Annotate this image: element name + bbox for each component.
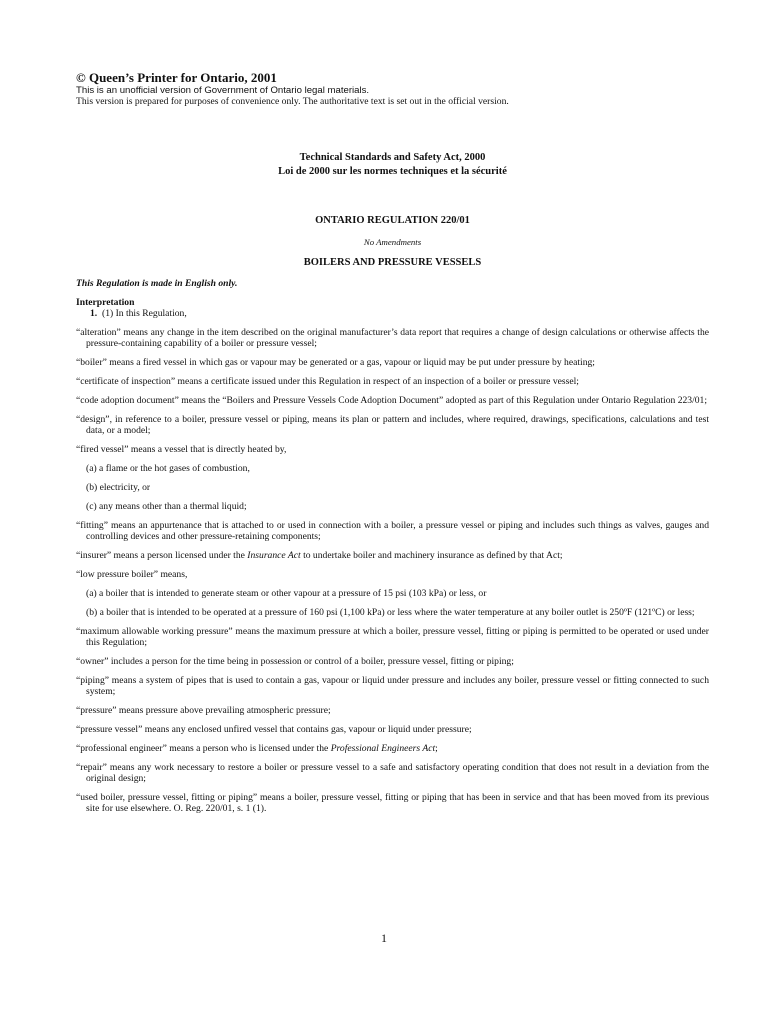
low-pressure-clause-b: (b) a boiler that is intended to be operated at a pressure of 160 psi (1,100 kPa) or less where the water temperature at any boiler outlet is 250ºF (121ºC) or less;: [86, 607, 695, 618]
definition-mawp: “maximum allowable working pressure” means the maximum pressure at which a boiler, pressure vessel, fitting or piping is permitted to be operated or used under this Regulation;: [76, 626, 709, 648]
engineer-text-end: ;: [435, 743, 438, 754]
definition-pressure-vessel: “pressure vessel” means any enclosed unfired vessel that contains gas, vapour or liquid under pressure;: [76, 724, 472, 735]
insurer-text-start: “insurer” means a person licensed under the: [76, 550, 248, 561]
section-1-intro: [76, 308, 709, 319]
definition-boiler: “boiler” means a fired vessel in which gas or vapour may be generated or a gas, vapour or liquid may be put under pressure by heating;: [76, 357, 595, 368]
definition-code-adoption: “code adoption document” means the “Boilers and Pressure Vessels Code Adoption Document” adopted as part of this Regulation under Ontario Regulation 223/01;: [76, 395, 708, 406]
section-heading: Interpretation: [76, 297, 135, 308]
low-pressure-clause-a: (a) a boiler that is intended to generate steam or other vapour at a pressure of 15 psi (103 kPa) or less, or: [86, 588, 487, 599]
section-1-text: (1) In this Regulation,: [102, 308, 187, 319]
convenience-notice: This version is prepared for purposes of convenience only. The authoritative text is set out in the official version.: [76, 96, 509, 107]
definition-design: “design”, in reference to a boiler, pressure vessel or piping, means its plan or pattern and includes, where required, drawings, specifications, calculations and test data, or a model;: [76, 414, 709, 436]
definition-used-equipment: “used boiler, pressure vessel, fitting or piping” means a boiler, pressure vessel, fitting or piping that has been in service and that has been moved from its previous site for use elsewhere. O. Reg. 220/01, s. 1 (1).: [76, 792, 709, 814]
definition-low-pressure-boiler: “low pressure boiler” means,: [76, 569, 188, 580]
definition-piping: “piping” means a system of pipes that is used to contain a gas, vapour or liquid under pressure and includes any boiler, pressure vessel or fitting connected to such system;: [76, 675, 709, 697]
document-page: [76, 70, 709, 814]
page-number: 1: [381, 931, 387, 945]
amendments-note: No Amendments: [363, 237, 422, 247]
regulation-subject: BOILERS AND PRESSURE VESSELS: [303, 257, 482, 268]
copyright-line: © Queen’s Printer for Ontario, 2001: [76, 70, 277, 85]
definition-professional-engineer: [76, 743, 709, 754]
engineer-text-start: “professional engineer” means a person who is licensed under the: [76, 743, 331, 754]
fired-vessel-clause-b: (b) electricity, or: [86, 482, 151, 493]
definition-certificate: “certificate of inspection” means a certificate issued under this Regulation in respect of an inspection of a boiler or pressure vessel;: [76, 376, 579, 387]
fired-vessel-clause-a: (a) a flame or the hot gases of combustion,: [86, 463, 250, 474]
definition-owner: “owner” includes a person for the time being in possession or control of a boiler, pressure vessel, fitting or piping;: [76, 656, 514, 667]
definition-repair: “repair” means any work necessary to restore a boiler or pressure vessel to a safe and satisfactory operating condition that does not result in a deviation from the original design;: [76, 762, 709, 784]
fired-vessel-clause-c: (c) any means other than a thermal liquid;: [86, 501, 247, 512]
insurance-act-title: Insurance Act: [247, 550, 301, 561]
regulation-number: ONTARIO REGULATION 220/01: [315, 215, 470, 226]
definition-fired-vessel: “fired vessel” means a vessel that is directly heated by,: [76, 444, 287, 455]
act-title-french: Loi de 2000 sur les normes techniques et la sécurité: [278, 166, 507, 177]
section-number: 1.: [90, 308, 98, 319]
engineers-act-title: Professional Engineers Act: [330, 743, 436, 754]
language-note: This Regulation is made in English only.: [76, 278, 238, 289]
definition-alteration: “alteration” means any change in the item described on the original manufacturer’s data report that requires a change of design calculations or otherwise affects the pressure-containing capability of a boiler or pressure vessel;: [76, 327, 709, 349]
definition-insurer: [76, 550, 709, 561]
insurer-text-end: to undertake boiler and machinery insurance as defined by that Act;: [300, 550, 563, 561]
unofficial-notice: This is an unofficial version of Government of Ontario legal materials.: [76, 85, 370, 96]
act-title-english: Technical Standards and Safety Act, 2000: [299, 152, 486, 163]
definition-pressure: “pressure” means pressure above prevailing atmospheric pressure;: [76, 705, 331, 716]
definition-fitting: “fitting” means an appurtenance that is attached to or used in connection with a boiler, a pressure vessel or piping and includes such things as valves, gauges and controlling devices and other pressure-retaining components;: [76, 520, 709, 542]
